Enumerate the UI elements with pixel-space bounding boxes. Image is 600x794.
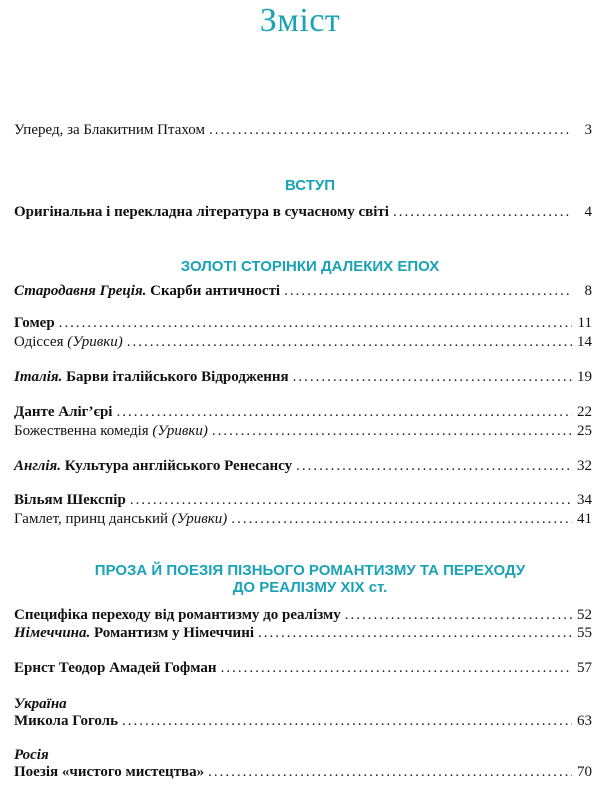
entry-title: Вільям Шекспір bbox=[14, 492, 126, 508]
section-heading: ПРОЗА Й ПОЕЗІЯ ПІЗНЬОГО РОМАНТИЗМУ ТА ПЕРЕХОДУ bbox=[94, 562, 526, 579]
entry-title-italic: (Уривки) bbox=[67, 334, 123, 350]
leader-dots bbox=[122, 713, 572, 730]
entry-title-italic: (Уривки) bbox=[152, 423, 208, 439]
entry-title: Данте Аліг’єрі bbox=[14, 404, 113, 420]
entry-page: 8 bbox=[584, 283, 592, 299]
entry-page: 55 bbox=[577, 625, 592, 641]
toc-entry[interactable] bbox=[14, 369, 592, 389]
leader-dots bbox=[296, 458, 572, 475]
entry-page: 70 bbox=[577, 764, 592, 780]
section-heading: ВСТУП bbox=[285, 177, 335, 194]
entry-page: 25 bbox=[577, 423, 592, 439]
entry-title: Скарби античності bbox=[146, 283, 281, 299]
toc-entry[interactable] bbox=[14, 607, 592, 627]
region-label: Україна bbox=[14, 696, 67, 712]
entry-title-italic: Німеччина. bbox=[14, 625, 91, 641]
entry-page: 32 bbox=[577, 458, 592, 474]
entry-title: Микола Гоголь bbox=[14, 713, 119, 729]
entry-page: 19 bbox=[577, 369, 592, 385]
entry-page: 14 bbox=[577, 334, 592, 350]
toc-entry[interactable] bbox=[14, 122, 592, 142]
section-heading: ЗОЛОТІ СТОРІНКИ ДАЛЕКИХ ЕПОХ bbox=[180, 258, 440, 275]
leader-dots bbox=[209, 122, 572, 139]
toc-entry[interactable] bbox=[14, 511, 592, 531]
entry-title-italic: Англія. bbox=[14, 458, 62, 474]
entry-page: 4 bbox=[584, 204, 592, 220]
section-heading: ДО РЕАЛІЗМУ XIX ст. bbox=[232, 579, 388, 596]
entry-title: Уперед, за Блакитним Птахом bbox=[14, 122, 206, 138]
entry-page: 22 bbox=[577, 404, 592, 420]
leader-dots bbox=[127, 334, 572, 351]
leader-dots bbox=[231, 511, 572, 528]
entry-title: Романтизм у Німеччині bbox=[90, 625, 255, 641]
leader-dots bbox=[116, 404, 572, 421]
entry-page: 3 bbox=[584, 122, 592, 138]
entry-title: Божественна комедія bbox=[14, 423, 153, 439]
entry-title: Специфіка переходу від романтизму до реалізму bbox=[14, 607, 341, 623]
leader-dots bbox=[212, 423, 572, 440]
entry-page: 34 bbox=[577, 492, 592, 508]
entry-title-italic: (Уривки) bbox=[171, 511, 228, 527]
entry-page: 41 bbox=[577, 511, 592, 527]
region-label: Росія bbox=[14, 747, 49, 763]
toc-entry[interactable] bbox=[14, 283, 592, 303]
entry-page: 63 bbox=[577, 713, 592, 729]
toc-entry[interactable] bbox=[14, 625, 592, 645]
leader-dots bbox=[345, 607, 572, 624]
entry-title: Одіссея bbox=[14, 334, 68, 350]
entry-title: Барви італійського Відродження bbox=[62, 369, 289, 385]
toc-entry[interactable] bbox=[14, 713, 592, 733]
toc-entry[interactable] bbox=[14, 660, 592, 680]
entry-title: Гомер bbox=[14, 315, 55, 331]
entry-title: Поезія «чистого мистецтва» bbox=[14, 764, 205, 780]
entry-title: Культура англійського Ренесансу bbox=[61, 458, 293, 474]
toc-entry[interactable] bbox=[14, 458, 592, 478]
entry-title: Гамлет, принц данський bbox=[14, 511, 172, 527]
leader-dots bbox=[221, 660, 572, 677]
leader-dots bbox=[130, 492, 572, 509]
entry-title: Оригінальна і перекладна література в сучасному світі bbox=[14, 204, 389, 220]
leader-dots bbox=[258, 625, 572, 642]
entry-title-italic: Італія. bbox=[14, 369, 63, 385]
leader-dots bbox=[208, 764, 572, 781]
toc-entry[interactable] bbox=[14, 404, 592, 424]
toc-entry[interactable] bbox=[14, 315, 592, 335]
toc-entry[interactable] bbox=[14, 204, 592, 224]
entry-page: 52 bbox=[577, 607, 592, 623]
entry-title: Ернст Теодор Амадей Гофман bbox=[14, 660, 217, 676]
toc-entry[interactable] bbox=[14, 492, 592, 512]
leader-dots bbox=[59, 315, 572, 332]
page-title: Зміст bbox=[259, 2, 341, 39]
entry-page: 57 bbox=[577, 660, 592, 676]
leader-dots bbox=[284, 283, 572, 300]
entry-title-italic: Стародавня Греція. bbox=[14, 283, 147, 299]
toc-entry[interactable] bbox=[14, 764, 592, 784]
entry-page: 11 bbox=[577, 315, 592, 331]
leader-dots bbox=[293, 369, 572, 386]
toc-entry[interactable] bbox=[14, 423, 592, 443]
leader-dots bbox=[393, 204, 572, 221]
toc-entry[interactable] bbox=[14, 334, 592, 354]
